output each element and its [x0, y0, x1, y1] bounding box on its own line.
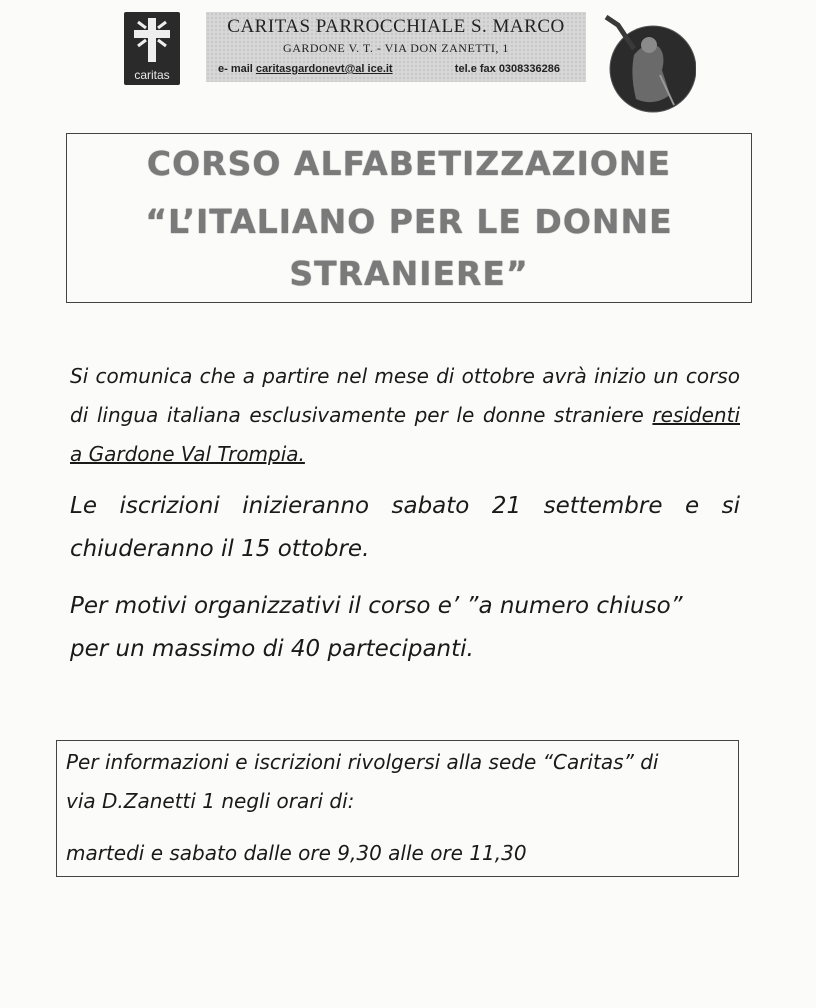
- saint-photo: [604, 15, 696, 113]
- announcement-paragraph: [70, 357, 740, 474]
- opening-hours: martedi e sabato dalle ore 9,30 alle ore 11,30: [66, 841, 527, 865]
- capacity-line1: Per motivi organizzativi il corso e’ ”a numero chiuso”: [70, 593, 683, 619]
- contact-line: [218, 63, 578, 75]
- email-label: e- mail: [218, 63, 253, 75]
- phone-fax: tel.e fax 0308336286: [454, 63, 560, 75]
- course-title: CORSO ALFABETIZZAZIONE: [146, 144, 672, 183]
- logo-label: caritas: [134, 68, 170, 82]
- announcement-text: Si comunica che a partire nel mese di ottobre avrà inizio un corso di lingua italiana esclusivamente per le donne straniere: [70, 364, 740, 427]
- info-line1: Per informazioni e iscrizioni rivolgersi alla sede “Caritas” di: [66, 750, 659, 774]
- parish-name: CARITAS PARROCCHIALE S. MARCO: [227, 16, 565, 37]
- capacity-line2: per un massimo di 40 partecipanti.: [70, 636, 474, 662]
- course-subtitle-line1: “L’ITALIANO PER LE DONNE: [145, 202, 673, 241]
- info-line2: via D.Zanetti 1 negli orari di:: [66, 789, 355, 813]
- parish-banner: [206, 12, 586, 82]
- course-subtitle-line2: STRANIERE”: [289, 254, 529, 293]
- email-link[interactable]: caritasgardonevt@al ice.it: [255, 63, 393, 75]
- residence-requirement: residenti a Gardone Val Trompia.: [70, 403, 740, 466]
- capacity-note: [70, 585, 740, 671]
- info-box: [56, 740, 739, 877]
- parish-address: GARDONE V. T. - VIA DON ZANETTI, 1: [283, 41, 509, 55]
- caritas-logo: [124, 12, 180, 85]
- cross-icon: [134, 18, 170, 62]
- enrollment-dates: Le iscrizioni inizieranno sabato 21 settembre e si chiuderanno il 15 ottobre.: [70, 493, 740, 562]
- course-title-box: [66, 133, 752, 303]
